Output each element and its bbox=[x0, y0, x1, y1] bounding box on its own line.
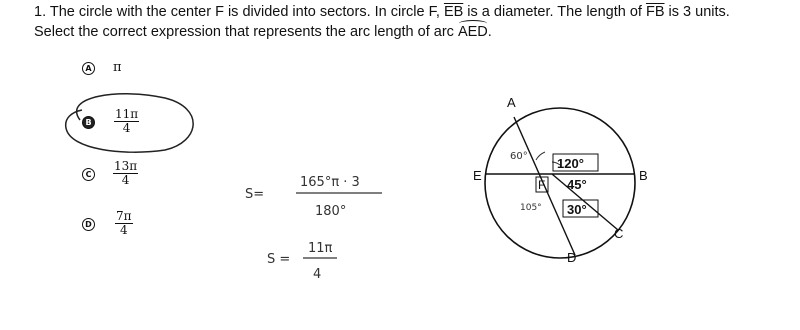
choice-c-numerator: 13π bbox=[114, 159, 138, 173]
angle-105-label: 105° bbox=[520, 203, 542, 213]
work-s2-denominator: 4 bbox=[313, 267, 322, 282]
point-e-label: E bbox=[473, 168, 482, 183]
angle-30-label: 30° bbox=[567, 202, 587, 217]
work-s2-lhs: S = bbox=[267, 252, 291, 267]
work-s2-numerator: 11π bbox=[308, 241, 333, 256]
angle-120-label: 120° bbox=[557, 156, 584, 171]
handwritten-work bbox=[245, 175, 382, 282]
angle-60-label: 60° bbox=[510, 151, 528, 162]
work-s1-numerator: 165°π · 3 bbox=[300, 175, 360, 190]
question-line-2: Select the correct expression that represents the arc length of arc AED. bbox=[34, 24, 492, 40]
angle-60-arc bbox=[536, 152, 545, 160]
choice-c-radio[interactable]: C bbox=[82, 168, 95, 181]
point-b-label: B bbox=[639, 168, 648, 183]
choice-d-radio[interactable]: D bbox=[82, 218, 95, 231]
arc-label: AED bbox=[457, 24, 488, 40]
choice-d-numerator: 7π bbox=[116, 209, 132, 223]
question-line-1: 1. The circle with the center F is divided into sectors. In circle F, EB is a diameter. The length of FB is 3 units. bbox=[34, 4, 730, 20]
angle-45-label: 45° bbox=[567, 177, 587, 192]
circle-f bbox=[485, 108, 635, 258]
choice-a-radio[interactable]: A bbox=[82, 62, 95, 75]
choice-d-denominator: 4 bbox=[119, 223, 128, 237]
point-c-label: C bbox=[614, 226, 624, 241]
circle-diagram bbox=[473, 95, 648, 265]
choice-b-numerator: 11π bbox=[115, 107, 139, 121]
diameter-label: EB bbox=[443, 4, 464, 20]
work-s1-lhs: S= bbox=[245, 187, 265, 202]
choice-b-denominator: 4 bbox=[122, 121, 131, 135]
point-d-label: D bbox=[567, 250, 577, 265]
point-f-label: F bbox=[538, 178, 546, 192]
work-s1-denominator: 180° bbox=[315, 204, 347, 219]
selection-ellipse bbox=[66, 94, 193, 152]
choice-c-denominator: 4 bbox=[121, 173, 130, 187]
choice-a-value: π bbox=[113, 60, 122, 75]
choice-b-radio[interactable]: B bbox=[82, 116, 95, 129]
point-a-label: A bbox=[507, 95, 516, 110]
segment-label: FB bbox=[645, 4, 665, 20]
